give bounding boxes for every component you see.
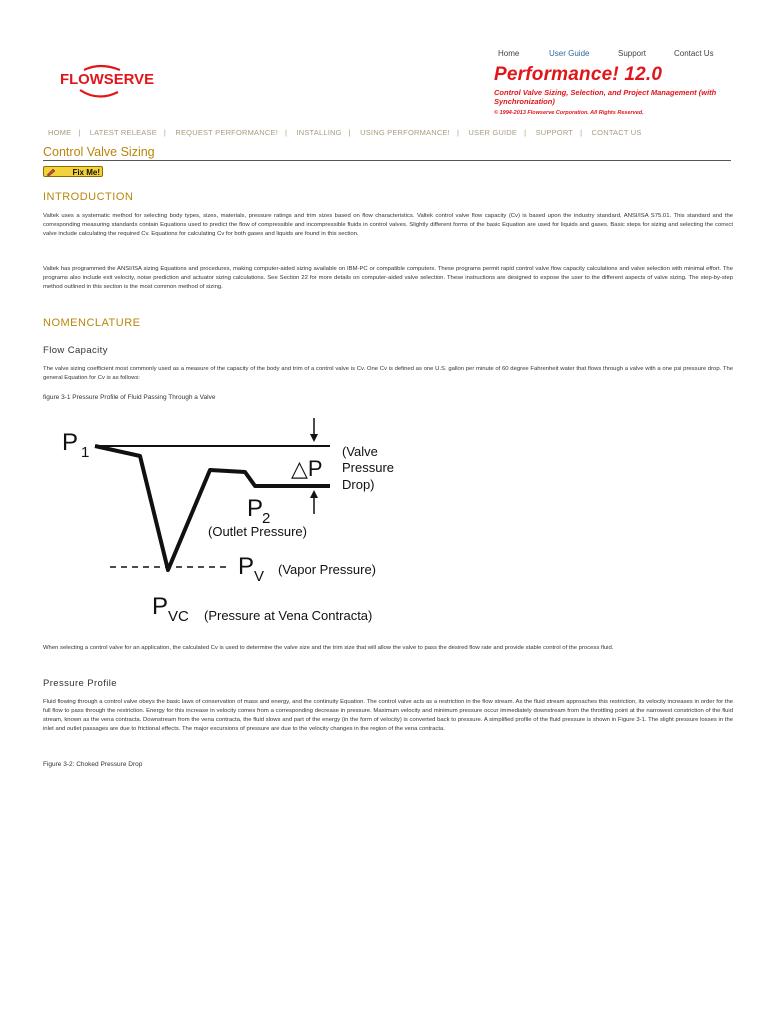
fix-me-label: Fix Me!	[72, 168, 100, 177]
flow-capacity-paragraph: The valve sizing coefficient most commonly used as a measure of the capacity of the body and trim of a control valve is Cv. One Cv is defined as one U.S. gallon per minute of 60 degree Fahrenheit water that flows through a valve with a one psi pressure drop. The general Equation for Cv is as follows:	[43, 366, 733, 381]
logo-text: FLOWSERVE	[60, 71, 154, 88]
pressure-profile-paragraph: Fluid flowing through a control valve obeys the basic laws of conservation of mass and energy, and the continuity Equation. The control valve acts as a restriction in the flow stream. As the fluid stream approaches this restriction, its velocity increases in order for the full flow to pass through the restriction. Energy for this increase in velocity comes from a corresponding decrease in pressure. Maximum velocity and minimum pressure occur immediately downstream from the throttling point at the narrowest constriction of the fluid stream, known as the vena contracta. Downstream from the vena contracta, the fluid slows and part of the energy (in the form of velocity) is converted back to pressure. A simplified profile of the fluid pressure is shown in Figure 3-1. The slight pressure losses in the inlet and outlet passages are due to frictional effects. The major excursions of pressure are due to the velocity changes in the region of the vena contracta.	[43, 699, 733, 732]
page-title: Control Valve Sizing	[43, 145, 155, 159]
valve-drop-line-1: (Valve	[342, 444, 378, 459]
nav-user-guide[interactable]: USER GUIDE	[468, 128, 518, 137]
flowserve-logo[interactable]	[58, 64, 158, 104]
figure-3-2-caption: Figure 3-2: Choked Pressure Drop	[43, 761, 143, 768]
product-title: Performance! 12.0	[494, 64, 663, 85]
top-link-support[interactable]: Support	[618, 49, 647, 58]
fix-me-button[interactable]	[43, 166, 103, 177]
nav-request-performance[interactable]: REQUEST PERFORMANCE!	[175, 128, 278, 137]
subsection-flow-capacity: Flow Capacity	[43, 345, 108, 356]
product-copyright: © 1994-2013 Flowserve Corporation. All Rights Reserved.	[494, 110, 644, 116]
nav-contact-us[interactable]: CONTACT US	[591, 128, 642, 137]
top-link-user-guide[interactable]: User Guide	[549, 49, 590, 58]
section-nomenclature: NOMENCLATURE	[43, 317, 141, 329]
intro-paragraph-1: Valtek uses a systematic method for selecting body types, sizes, materials, pressure ratings and trim sizes based on flow characteristics. Valtek control valve flow capacity (Cv) is based upon the industry standard, ANSI/ISA S75.01. This standard and the corresponding measuring standards contain Equations used to predict the flow of compressible and incompressible fluids in control valves. Slightly different forms of the basic Equation are used for liquids and gases. Basic steps for sizing and selecting the correct valve include calculating the required Cv. Equations for calculating Cv for both gases and liquids are found in this section.	[43, 213, 733, 237]
section-introduction: INTRODUCTION	[43, 191, 134, 203]
pressure-profile-diagram	[40, 410, 420, 640]
pvc-label: P	[152, 593, 169, 620]
p2-label: P	[247, 495, 264, 522]
after-figure-paragraph: When selecting a control valve for an application, the calculated Cv is used to determine the valve size and the trim size that will allow the valve to pass the desired flow rate and provide stable control of the process fluid.	[43, 645, 614, 651]
product-subtitle: Control Valve Sizing, Selection, and Project Management (with Synchronization)	[494, 88, 717, 106]
top-link-home[interactable]: Home	[498, 49, 520, 58]
delta-p-label: △P	[291, 456, 323, 481]
main-nav: HOME | LATEST RELEASE | REQUEST PERFORMANCE! | INSTALLING | USING PERFORMANCE! | USER GUIDE | SUPPORT | CONTACT US	[48, 128, 642, 137]
pv-label: P	[238, 553, 255, 580]
nav-using-performance[interactable]: USING PERFORMANCE!	[360, 128, 450, 137]
nav-installing[interactable]: INSTALLING	[296, 128, 342, 137]
p1-label: P	[62, 429, 79, 456]
valve-drop-line-3: Drop)	[342, 477, 375, 492]
p2-sub: 2	[262, 510, 271, 527]
nav-home[interactable]: HOME	[48, 128, 72, 137]
valve-drop-line-2: Pressure	[342, 460, 395, 475]
pencil-icon	[46, 168, 56, 176]
pv-sub: V	[254, 568, 265, 585]
vena-contracta-label: (Pressure at Vena Contracta)	[204, 608, 373, 623]
nav-support[interactable]: SUPPORT	[535, 128, 574, 137]
subsection-pressure-profile: Pressure Profile	[43, 678, 117, 689]
nav-latest-release[interactable]: LATEST RELEASE	[89, 128, 157, 137]
vapor-pressure-label: (Vapor Pressure)	[278, 562, 377, 577]
intro-paragraph-2: Valtek has programmed the ANSI/ISA sizing Equations and procedures, making computer-aided sizing available on IBM-PC or compatible computers. These programs permit rapid control valve flow capacity calculations and valve selection with minimal effort. The programs also include exit velocity, noise prediction and actuator sizing calculations. See Section 22 for more details on computer-aided valve selection. These instructions are designed to expose the user to the different aspects of valve sizing. The step-by-step method outlined in this section is the most common method of sizing.	[43, 266, 733, 290]
top-link-contact-us[interactable]: Contact Us	[674, 49, 714, 58]
outlet-pressure-label: (Outlet Pressure)	[208, 524, 307, 539]
p1-sub: 1	[81, 444, 90, 461]
figure-3-1-caption: figure 3-1 Pressure Profile of Fluid Passing Through a Valve	[43, 394, 216, 401]
title-divider	[43, 160, 731, 161]
pvc-sub: VC	[168, 608, 189, 625]
